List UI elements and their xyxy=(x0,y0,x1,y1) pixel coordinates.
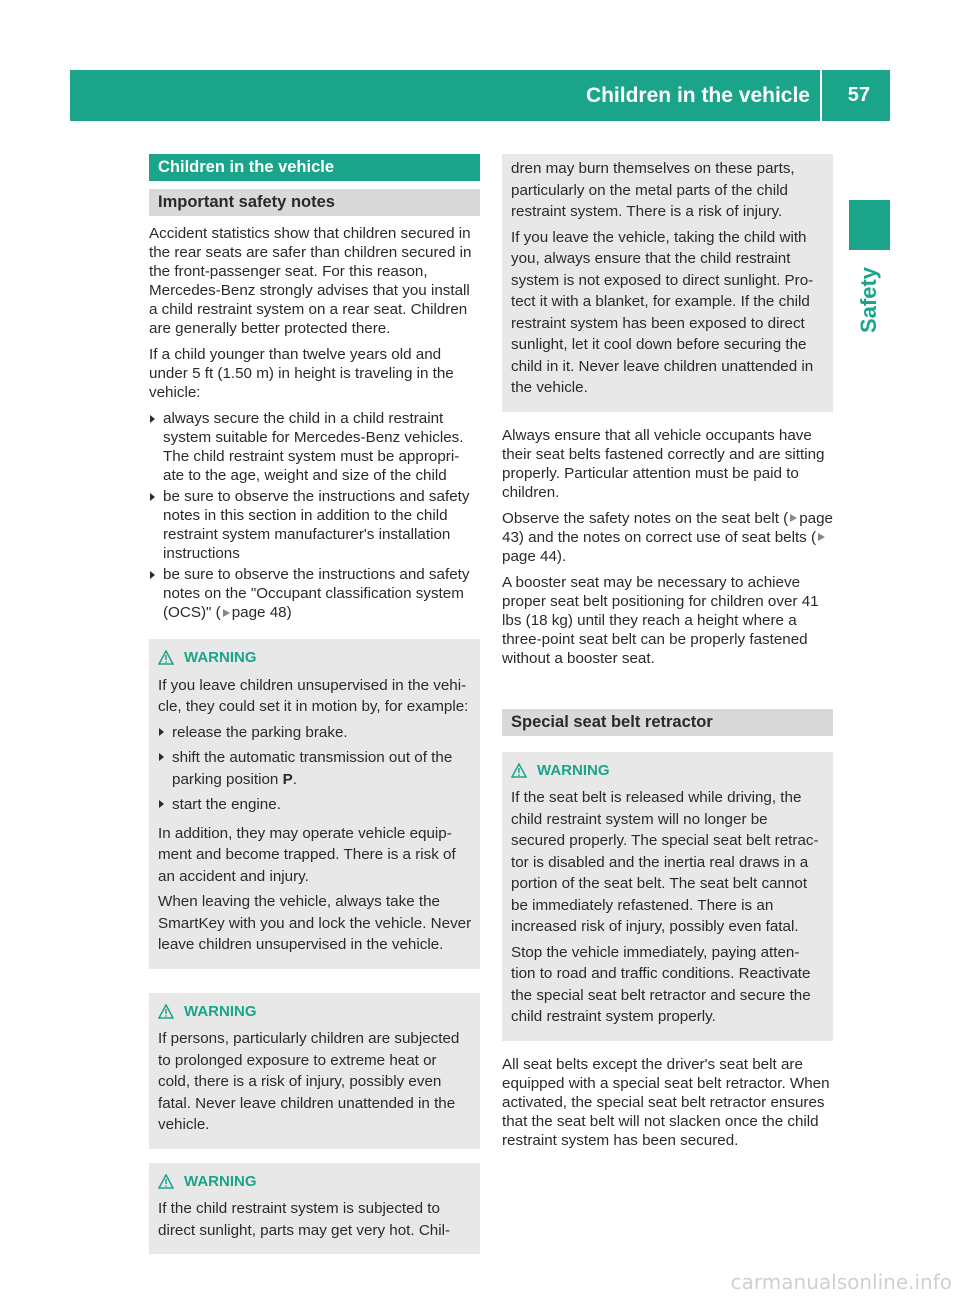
warning-text: If you leave children unsupervised in the vehi- cle, they could set it in motion by, for example: xyxy=(158,676,469,715)
list-item: be sure to observe the instructions and safety notes in this section in addition to the child restraint system manufacturer's installation instructions xyxy=(149,487,480,563)
warning-triangle-icon xyxy=(158,650,174,665)
warning-text: If persons, particularly children are subjected to prolonged exposure to extreme heat or cold, there is a risk of injury, possibly even fatal. Never leave children unattended in the vehicle. xyxy=(158,1030,460,1133)
page-reference-link[interactable]: page 43) and the notes on correct use of seat belts ( xyxy=(502,509,833,546)
paragraph: Accident statistics show that children secured in the rear seats are safer than children secured in the front-passenger seat. For this reason, Mercedes-Benz strongly advises that you install a child restraint system on a rear seat. Children are generally better protected there. xyxy=(149,225,472,337)
watermark: carmanualsonline.info xyxy=(730,1270,952,1294)
paragraph-text: Observe the safety notes on the seat belt ( xyxy=(502,509,789,527)
left-column xyxy=(149,154,480,1268)
warning-box xyxy=(149,639,480,969)
warning-heading xyxy=(511,760,825,782)
bullet-list xyxy=(149,409,480,622)
page-number: 57 xyxy=(847,84,870,106)
paragraph xyxy=(502,509,833,566)
warning-text: When leaving the vehicle, always take the SmartKey with you and lock the vehicle. Never leave children unsupervised in the vehicle. xyxy=(158,893,472,953)
warning-heading xyxy=(158,1001,472,1023)
header-title: Children in the vehicle xyxy=(586,70,822,121)
list-item-text: be sure to observe the instructions and safety notes on the "Occupant classification system (OCS)" ( xyxy=(163,566,470,621)
page-header xyxy=(70,70,890,121)
list-item xyxy=(158,747,472,790)
warning-box-continued xyxy=(502,154,833,412)
gear-position-p: P xyxy=(282,770,293,788)
page-reference-link[interactable]: page 44). xyxy=(502,547,567,565)
side-tab-marker xyxy=(849,200,890,250)
paragraph: All seat belts except the driver's seat belt are equipped with a special seat belt retractor. When activated, the special seat belt retractor ensures that the seat belt will not slacken once the child restraint system has been secured. xyxy=(502,1055,830,1149)
paragraph: Always ensure that all vehicle occupants have their seat belts fastened correctly and are sitting properly. Particular attention must be paid to children. xyxy=(502,426,825,501)
warning-triangle-icon xyxy=(158,1004,174,1019)
right-column xyxy=(502,154,833,1157)
side-tab-label: Safety xyxy=(856,266,881,334)
page-reference-icon xyxy=(818,533,825,541)
warning-heading xyxy=(158,647,472,669)
section-title: Children in the vehicle xyxy=(149,154,480,181)
warning-text: In addition, they may operate vehicle equip- ment and become trapped. There is a risk of an accident and injury. xyxy=(158,824,456,885)
warning-text: dren may burn themselves on these parts, particularly on the metal parts of the child restraint system. There is a risk of injury. xyxy=(511,160,795,220)
list-item-end: . xyxy=(292,770,297,788)
warning-text: Stop the vehicle immediately, paying atten- tion to road and traffic conditions. Reactivate the special seat belt retractor and secure the child restraint system properly. xyxy=(511,943,811,1025)
subsection-title-safety-notes: Important safety notes xyxy=(149,189,480,216)
warning-box xyxy=(149,1163,480,1255)
warning-bullet-list xyxy=(158,722,472,816)
list-item: start the engine. xyxy=(158,794,472,816)
warning-text: If the child restraint system is subjected to direct sunlight, parts may get very hot. Chil- xyxy=(158,1200,451,1239)
page-reference-link[interactable]: page 48) xyxy=(231,604,292,621)
warning-heading-text: WARNING xyxy=(184,1002,257,1020)
list-item: release the parking brake. xyxy=(158,722,472,744)
list-item-text: shift the automatic transmission out of the parking position xyxy=(172,749,453,788)
warning-text: If the seat belt is released while driving, the child restraint system will no longer be secured properly. The special seat belt retrac- tor is disabled and the inertia real draws in a portion of the seat belt. The seat belt cannot be immediately refastened. There is an increased risk of injury, possibly even fatal. xyxy=(511,789,819,935)
page-reference-icon xyxy=(790,514,797,522)
warning-heading-text: WARNING xyxy=(184,649,257,666)
warning-heading-text: WARNING xyxy=(184,1172,257,1190)
list-item: always secure the child in a child restraint system suitable for Mercedes-Benz vehicles. The child restraint system must be appropri- ate to the age, weight and size of the child xyxy=(149,409,480,485)
subsection-title-seat-belt-retractor: Special seat belt retractor xyxy=(502,709,833,736)
warning-heading xyxy=(158,1171,472,1193)
warning-box xyxy=(502,752,833,1041)
warning-text: If you leave the vehicle, taking the child with you, always ensure that the child restraint system is not exposed to direct sunlight. Pro- tect it with a blanket, for example. If the child restraint system has been exposed to direct sunlight, let it cool down before securing the child in it. Never leave children unattended in the vehicle. xyxy=(511,228,814,396)
warning-triangle-icon xyxy=(158,1174,174,1189)
list-item xyxy=(149,565,480,622)
warning-heading-text: WARNING xyxy=(537,761,610,779)
page-reference-icon xyxy=(223,609,230,617)
paragraph: A booster seat may be necessary to achieve proper seat belt positioning for children over 41 lbs (18 kg) until they reach a height where a three-point seat belt can be properly fastened without a booster seat. xyxy=(502,573,819,667)
warning-box xyxy=(149,993,480,1149)
paragraph: If a child younger than twelve years old and under 5 ft (1.50 m) in height is traveling in the vehicle: xyxy=(149,346,454,401)
warning-triangle-icon xyxy=(511,763,527,778)
